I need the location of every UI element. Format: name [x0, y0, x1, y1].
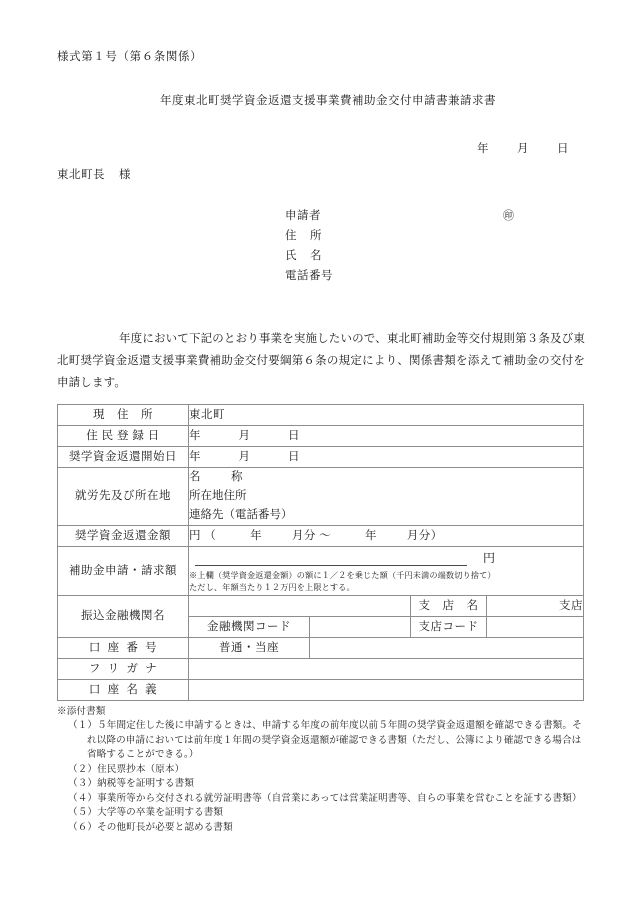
claim-yen-label: 円	[482, 550, 495, 565]
account-number-label: 口 座 番 号	[58, 637, 189, 658]
repayment-amount-label: 奨学資金返還金額	[58, 525, 189, 546]
form-number: 様式第１号（第６条関係）	[57, 51, 203, 63]
claim-amount-label: 補助金申請・請求額	[58, 546, 189, 595]
bank-name-label: 振込金融機関名	[58, 595, 189, 637]
claim-amount-cell[interactable]	[189, 546, 584, 595]
table-row-bank-branch	[58, 595, 584, 616]
applicant-phone-label: 電話番号	[285, 269, 333, 282]
table-row-account-name	[58, 679, 584, 700]
repay-from-year: 年	[250, 529, 262, 542]
claim-note-line-1: ※上欄（奨学資金返還金額）の額に１／２を乗じた額（千円未満の端数切り捨て）	[189, 570, 496, 580]
current-address-label: 現 住 所	[58, 404, 189, 425]
table-row-current-address	[58, 404, 584, 425]
workplace-name-label: 名 称	[189, 470, 243, 483]
attachments-section	[57, 705, 585, 836]
list-item: （５）大学等の卒業を証明する書類	[68, 807, 224, 818]
addressee-honorific: 様	[119, 168, 131, 181]
workplace-label: 就労先及び所在地	[58, 467, 189, 525]
res-year: 年	[189, 429, 201, 442]
list-item: （４）事業所等から交付される就労証明書等（自営業にあっては営業証明書等、自らの事業を営むことを証する書類）	[68, 792, 582, 804]
repay-tilde: ～	[319, 529, 331, 542]
repay-to-month: 月分	[406, 529, 431, 542]
account-type-label: 普通・当座	[189, 637, 310, 658]
res-month: 月	[238, 429, 250, 442]
residence-registration-date-label: 住 民 登 録 日	[58, 425, 189, 446]
account-name-label: 口 座 名 義	[58, 679, 189, 700]
workplace-value[interactable]	[189, 467, 584, 525]
furigana-value[interactable]	[189, 658, 584, 679]
date-month-label: 月	[517, 142, 529, 155]
applicant-name-row	[285, 246, 585, 266]
table-row-repayment-start	[58, 446, 584, 467]
applicant-phone-row	[285, 266, 585, 286]
repayment-start-date-label: 奨学資金返還開始日	[58, 446, 189, 467]
issue-date-line	[57, 140, 569, 156]
application-table	[57, 404, 584, 701]
repayment-start-date-value[interactable]	[189, 446, 584, 467]
workplace-contact-label: 連絡先（電話番号）	[189, 508, 293, 521]
table-row-furigana	[58, 658, 584, 679]
repay-from-month: 月分	[292, 529, 316, 542]
start-year: 年	[189, 450, 201, 463]
branch-code-label: 支店コード	[411, 616, 487, 637]
document-title: 年度東北町奨学資金返還支援事業費補助金交付申請書兼請求書	[160, 94, 496, 107]
branch-name-value[interactable]: 支店	[487, 595, 584, 616]
attachments-title: ※添付書類	[57, 705, 106, 717]
statement-paragraph	[57, 328, 585, 394]
date-day-label: 日	[557, 142, 569, 155]
residence-registration-date-value[interactable]	[189, 425, 584, 446]
branch-code-value[interactable]	[487, 616, 584, 637]
bank-code-label: 金融機関コード	[189, 616, 310, 637]
repay-to-year: 年	[365, 529, 377, 542]
repay-paren-close: ）	[430, 529, 443, 542]
furigana-label: フ リ ガ ナ	[58, 658, 189, 679]
list-item: （１）５年間定住した後に申請するときは、申請する年度の前年度以前５年間の奨学資金返還額を確認できる書類。それ以降の申請においては前年度１年間の奨学資金返還額が確認できる書類（ただし、公簿により確認できる場合は省略することができる。）	[68, 720, 582, 760]
date-year-label: 年	[477, 142, 489, 155]
res-day: 日	[288, 429, 300, 442]
repay-paren-open: （	[204, 529, 217, 542]
start-month: 月	[238, 450, 250, 463]
applicant-row	[285, 206, 585, 226]
applicant-address-label: 住 所	[285, 229, 322, 242]
claim-note-line-2: ただし、年額当たり１２万円を上限とする。	[189, 583, 355, 592]
table-row-claim-amount	[58, 546, 584, 595]
table-row-workplace	[58, 467, 584, 525]
applicant-label: 申請者	[285, 209, 321, 222]
start-day: 日	[288, 450, 300, 463]
account-name-value[interactable]	[189, 679, 584, 700]
branch-name-label: 支 店 名	[411, 595, 487, 616]
repay-yen: 円	[189, 529, 201, 542]
current-address-value[interactable]: 東北町	[189, 404, 584, 425]
attachments-list	[57, 719, 585, 835]
bank-code-value[interactable]	[310, 616, 411, 637]
addressee-line	[57, 166, 585, 182]
account-number-value[interactable]	[310, 637, 584, 658]
table-row-account-number	[58, 637, 584, 658]
applicant-block	[285, 206, 585, 286]
repayment-amount-value[interactable]	[189, 525, 584, 546]
list-item: （６）その他町長が必要と認める書類	[68, 821, 233, 833]
applicant-address-row	[285, 226, 585, 246]
statement-text: 年度において下記のとおり事業を実施したいので、東北町補助金等交付規則第３条及び東北町奨学資金返還支援事業費補助金交付要綱第６条の規定により、関係書類を添えて補助金の交付を申請します。	[57, 332, 585, 389]
claim-amount-field[interactable]	[195, 549, 495, 566]
applicant-name-label: 氏 名	[285, 249, 322, 262]
bank-name-value[interactable]	[189, 595, 411, 616]
table-row-repayment-amount	[58, 525, 584, 546]
list-item: （２）住民票抄本（原本）	[68, 763, 185, 775]
table-row-residence-date	[58, 425, 584, 446]
addressee-name: 東北町長	[57, 168, 105, 181]
list-item: （３）納税等を証明する書類	[68, 778, 195, 789]
seal-icon: ㊞	[503, 209, 514, 222]
workplace-address-label: 所在地住所	[189, 489, 247, 502]
